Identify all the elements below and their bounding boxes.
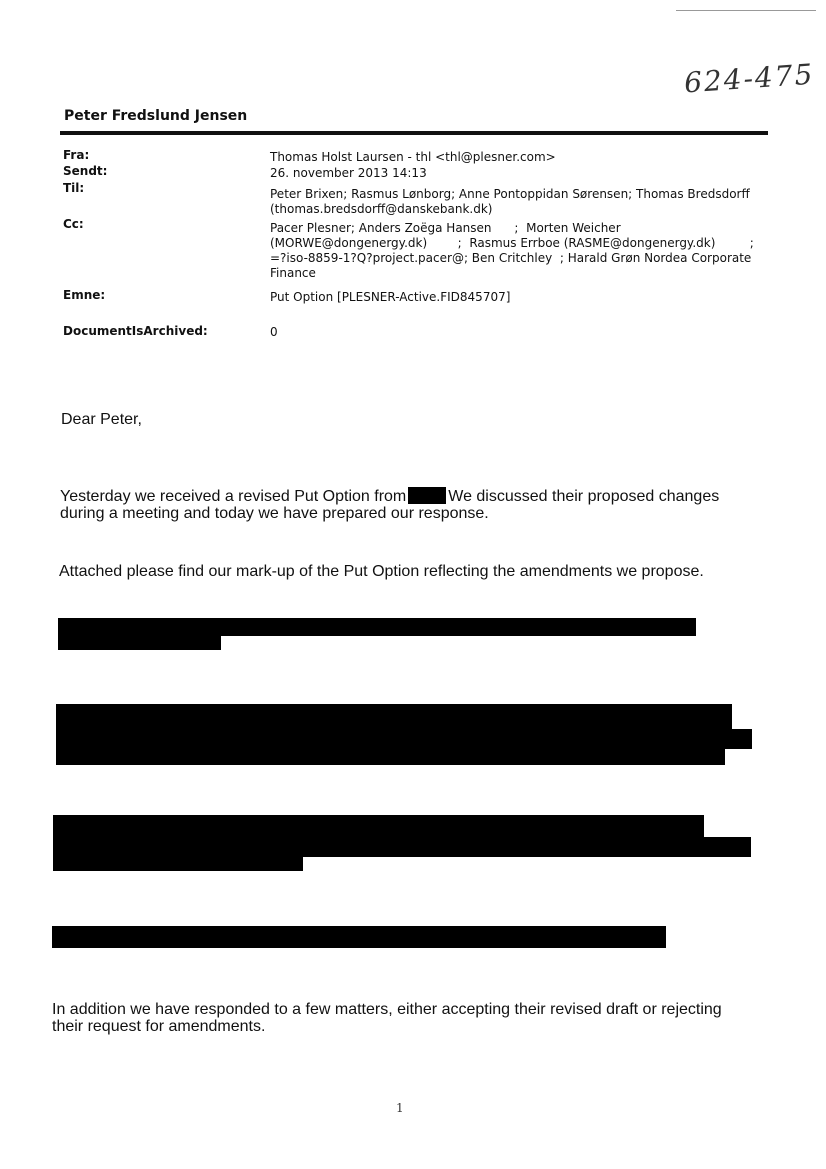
paragraph-received-start: Yesterday we received a revised Put Option from — [60, 488, 407, 505]
redaction-block — [53, 815, 704, 839]
from-label: Fra: — [63, 148, 90, 162]
sent-label: Sendt: — [63, 164, 108, 178]
paragraph-additional-line1: In addition we have responded to a few matters, either accepting their revised draft or rejecting — [52, 1001, 722, 1018]
to-label: Til: — [63, 181, 85, 195]
handwritten-page-number: 624-475 — [683, 57, 816, 100]
cc-line: =?iso-8859-1?Q?project.pacer@; Ben Critchley ; Harald Grøn Nordea Corporate — [270, 251, 752, 265]
to-line: Peter Brixen; Rasmus Lønborg; Anne Pontoppidan Sørensen; Thomas Bredsdorff — [270, 187, 750, 201]
archived-label: DocumentIsArchived: — [63, 324, 208, 338]
cc-value — [270, 221, 770, 281]
subject-value: Put Option [PLESNER-Active.FID845707] — [270, 290, 511, 304]
sent-value: 26. november 2013 14:13 — [270, 166, 427, 180]
header-divider — [60, 131, 768, 135]
redaction-block — [53, 853, 303, 871]
redaction-block — [56, 704, 732, 731]
subject-label: Emne: — [63, 288, 106, 302]
to-line: (thomas.bredsdorff@danskebank.dk) — [270, 202, 493, 216]
redaction-block — [56, 729, 752, 749]
cc-line: (MORWE@dongenergy.dk) ; Rasmus Errboe (RASME@dongenergy.dk) ; — [270, 236, 754, 250]
redaction-block — [52, 926, 666, 948]
paragraph-received-end: We discussed their proposed changes — [448, 488, 720, 505]
greeting: Dear Peter, — [61, 411, 142, 428]
cc-label: Cc: — [63, 217, 84, 231]
paragraph-received — [60, 487, 719, 522]
paragraph-additional — [52, 1001, 722, 1035]
paragraph-received-line2: during a meeting and today we have prepared our response. — [60, 505, 489, 522]
from-value: Thomas Holst Laursen - thl <thl@plesner.com> — [270, 150, 556, 164]
to-value — [270, 187, 770, 217]
redaction-block — [408, 487, 446, 504]
paragraph-additional-line2: their request for amendments. — [52, 1018, 266, 1035]
archived-value: 0 — [270, 325, 278, 339]
redaction-block — [58, 632, 221, 650]
redaction-block — [56, 747, 725, 765]
page-number: 1 — [396, 1101, 404, 1115]
cc-line: Finance — [270, 266, 316, 280]
mailbox-owner-name: Peter Fredslund Jensen — [64, 108, 248, 124]
cc-line: Pacer Plesner; Anders Zoëga Hansen ; Morten Weicher — [270, 221, 621, 235]
paragraph-attached: Attached please find our mark-up of the Put Option reflecting the amendments we propose. — [59, 563, 704, 580]
scan-edge-line — [676, 10, 816, 11]
